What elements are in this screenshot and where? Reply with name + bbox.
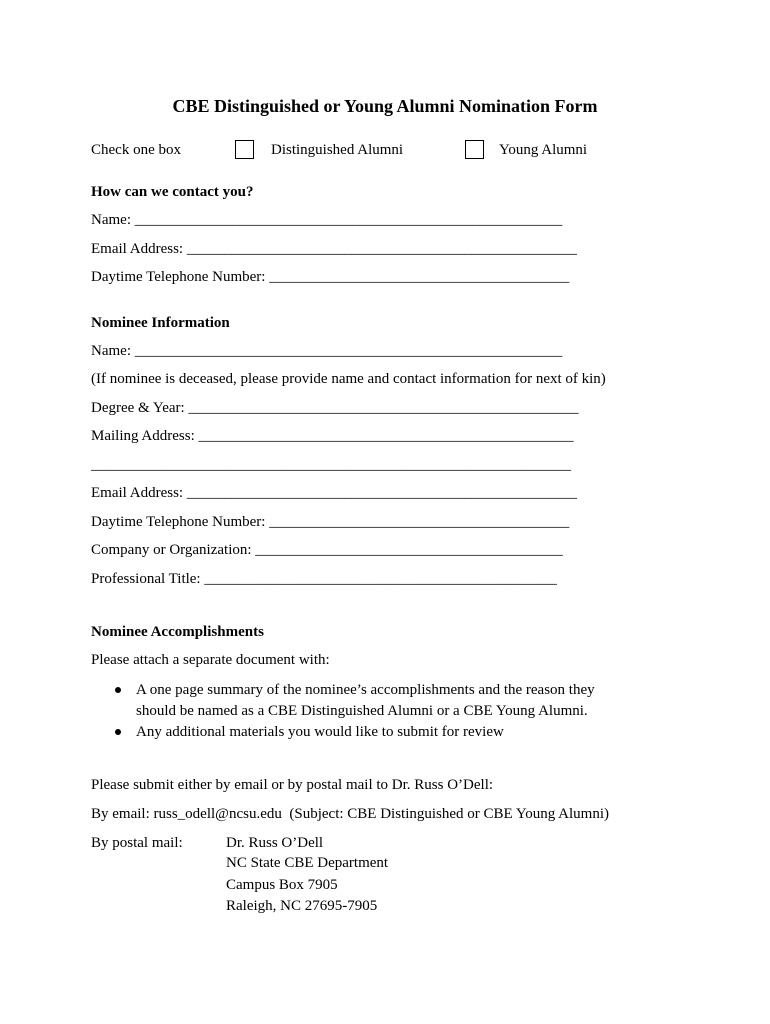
contact-email-field[interactable]: Email Address: ____________________________________________________ [91,241,577,257]
nominee-email-field[interactable]: Email Address: ____________________________________________________ [91,485,577,501]
contact-name-field[interactable]: Name: _________________________________________________________ [91,212,563,228]
submit-intro: Please submit either by email or by postal mail to Dr. Russ O’Dell: [91,777,494,793]
nominee-mailing-field[interactable]: Mailing Address: __________________________________________________ [91,428,574,444]
young-alumni-label: Young Alumni [499,142,588,158]
address-line: Raleigh, NC 27695-7905 [226,898,378,914]
distinguished-alumni-label: Distinguished Alumni [271,142,404,158]
contact-heading: How can we contact you? [91,184,254,200]
nominee-title-field[interactable]: Professional Title: _______________________________________________ [91,571,557,587]
bullet1-line1: A one page summary of the nominee’s accomplishments and the reason they [136,682,595,698]
address-line: Campus Box 7905 [226,877,338,893]
bullet1-line2: should be named as a CBE Distinguished Alumni or a CBE Young Alumni. [136,703,588,719]
nominee-degree-field[interactable]: Degree & Year: ____________________________________________________ [91,400,579,416]
nominee-company-field[interactable]: Company or Organization: _________________________________________ [91,542,563,558]
bullet-icon [115,729,121,735]
nominee-phone-field[interactable]: Daytime Telephone Number: ________________________________________ [91,514,570,530]
accomplishments-heading: Nominee Accomplishments [91,624,264,640]
nominee-heading: Nominee Information [91,315,230,331]
distinguished-alumni-checkbox[interactable] [235,140,254,159]
young-alumni-checkbox[interactable] [465,140,484,159]
check-one-box-label: Check one box [91,142,181,158]
accomplishments-intro: Please attach a separate document with: [91,652,330,668]
deceased-note: (If nominee is deceased, please provide name and contact information for next of kin) [91,371,606,387]
bullet-icon [115,687,121,693]
page-title: CBE Distinguished or Young Alumni Nomination Form [172,96,598,116]
address-line: Dr. Russ O’Dell [226,835,324,851]
nominee-name-field[interactable]: Name: _________________________________________________________ [91,343,563,359]
bullet2-text: Any additional materials you would like to submit for review [136,724,504,740]
submit-by-email: By email: russ_odell@ncsu.edu (Subject: CBE Distinguished or CBE Young Alumni) [91,806,609,822]
postal-mail-label: By postal mail: [91,835,183,851]
address-line: NC State CBE Department [226,855,389,871]
nominee-mailing-line2[interactable]: ________________________________________________________________ [91,457,571,473]
contact-phone-field[interactable]: Daytime Telephone Number: ________________________________________ [91,269,570,285]
